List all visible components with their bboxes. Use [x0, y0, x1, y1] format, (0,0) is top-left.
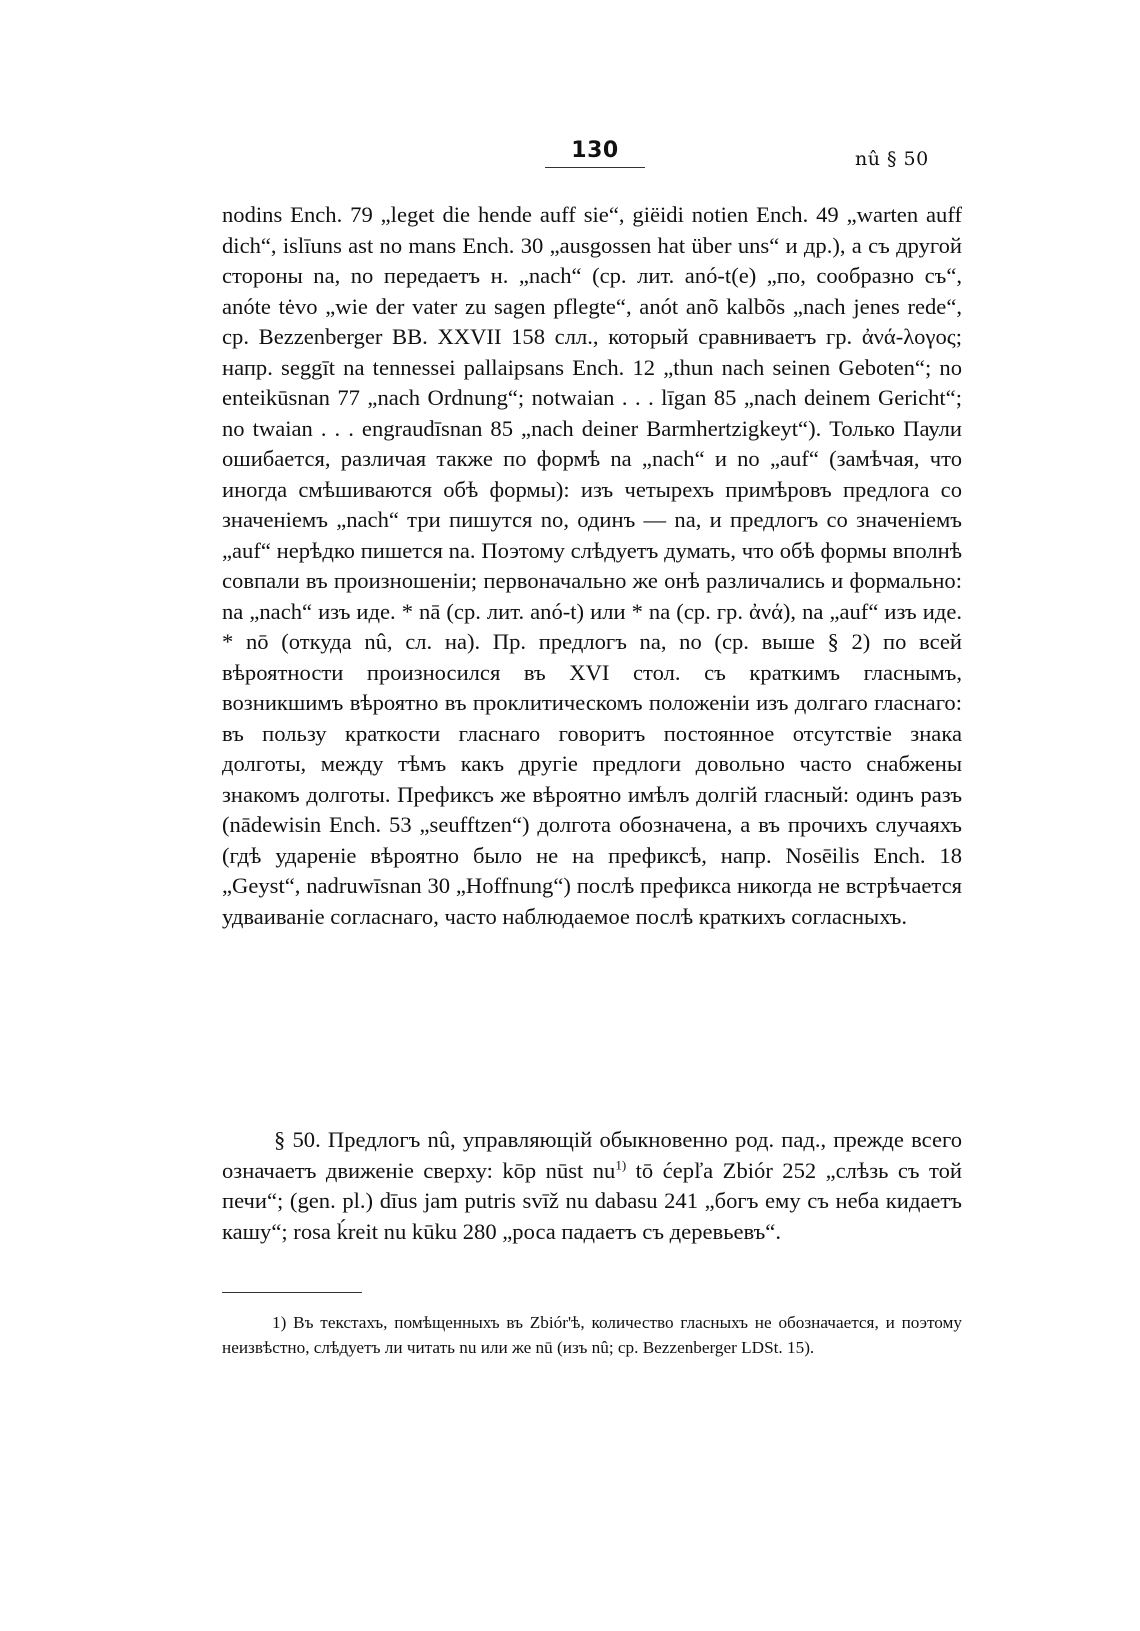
section-50-paragraph — [222, 1125, 962, 1247]
main-text — [222, 200, 962, 932]
running-head: nû § 50 — [855, 148, 929, 170]
section-50-rest: tō ćepľa Zbiór 252 „слѣзь съ той печи“; (gen. pl.) dīus jam putris svīž nu dabasu 241 „богъ ему съ неба кидаетъ кашу“; rosa ḱreit nu kūku 280 „роса падаетъ съ деревьевъ“. — [222, 1157, 962, 1244]
page-number-rule — [545, 167, 645, 168]
page-number: 130 — [571, 138, 619, 163]
paragraph-continued: nodins Ench. 79 „leget die hende auff sie“, giëidi notien Ench. 49 „warten auff dich“, islīuns ast no mans Ench. 30 „ausgossen hat über uns“ и др.), а съ другой стороны na, no передаетъ н. „nach“ (ср. лит. anó-t(e) „по, сообразно съ“, anóte tėvo „wie der vater zu sagen pflegte“, anót anõ kalbõs „nach jenes rede“, cp. Bezzenberger BB. XXVII 158 слл., который сравниваетъ гр. ἀνά-λογος; напр. seggīt na tennessei pallaipsans Ench. 12 „thun nach seinen Geboten“; no enteikūsnan 77 „nach Ordnung“; notwaian . . . līgan 85 „nach deinem Gericht“; no twaian . . . engraudīsnan 85 „nach deiner Barmhertzigkeyt“). Только Паули ошибается, различая также по формѣ na „nach“ и no „auf“ (замѣчая, что иногда смѣшиваются обѣ формы): изъ четырехъ примѣровъ предлога со значеніемъ „nach“ три пишутся no, одинъ — na, и предлогъ со значеніемъ „auf“ нерѣдко пишется na. Поэтому слѣдуетъ думать, что обѣ формы вполнѣ совпали въ произношеніи; первоначально же онѣ различались и формально: na „nach“ изъ иде. * nā (ср. лит. anó-t) или * na (ср. гр. ἀνά), na „auf“ изъ иде. * nō (откуда nû, сл. на). Пр. предлогъ na, no (ср. выше § 2) по всей вѣроятности произносился въ XVI стол. съ краткимъ гласнымъ, возникшимъ вѣроятно въ проклитическомъ положеніи изъ долгаго гласнаго: въ пользу краткости гласнаго говоритъ постоянное отсутствіе знака долготы, между тѣмъ какъ другіе предлоги довольно часто снабжены знакомъ долготы. Префиксъ же вѣроятно имѣлъ долгій гласный: одинъ разъ (nādewisin Ench. 53 „seufftzen“) долгота обозначена, а въ прочихъ случаяхъ (гдѣ удареніе вѣроятно было не на префиксѣ, напр. Nosēilis Ench. 18 „Geyst“, nadruwīsnan 30 „Hoffnung“) послѣ префикса никогда не встрѣчается удваиваніе согласнаго, часто наблюдаемое послѣ краткихъ согласныхъ. — [222, 202, 962, 929]
page-header — [0, 138, 1140, 178]
footnote-marker: 1) — [615, 1156, 627, 1172]
footnote-rule — [222, 1292, 362, 1293]
section-50-lead: § 50. Предлогъ nû, управляющій обыкновенно род. пад., прежде всего означаетъ движеніе сверху: kōp nūst nu — [222, 1127, 962, 1183]
footnote: 1) Въ текстахъ, помѣщенныхъ въ Zbiór'ѣ, количество гласныхъ не обозначается, и поэтому неизвѣстно, слѣдуетъ ли читать nu или же nū (изъ nû; ср. Bezzenberger LDSt. 15). — [222, 1313, 962, 1357]
